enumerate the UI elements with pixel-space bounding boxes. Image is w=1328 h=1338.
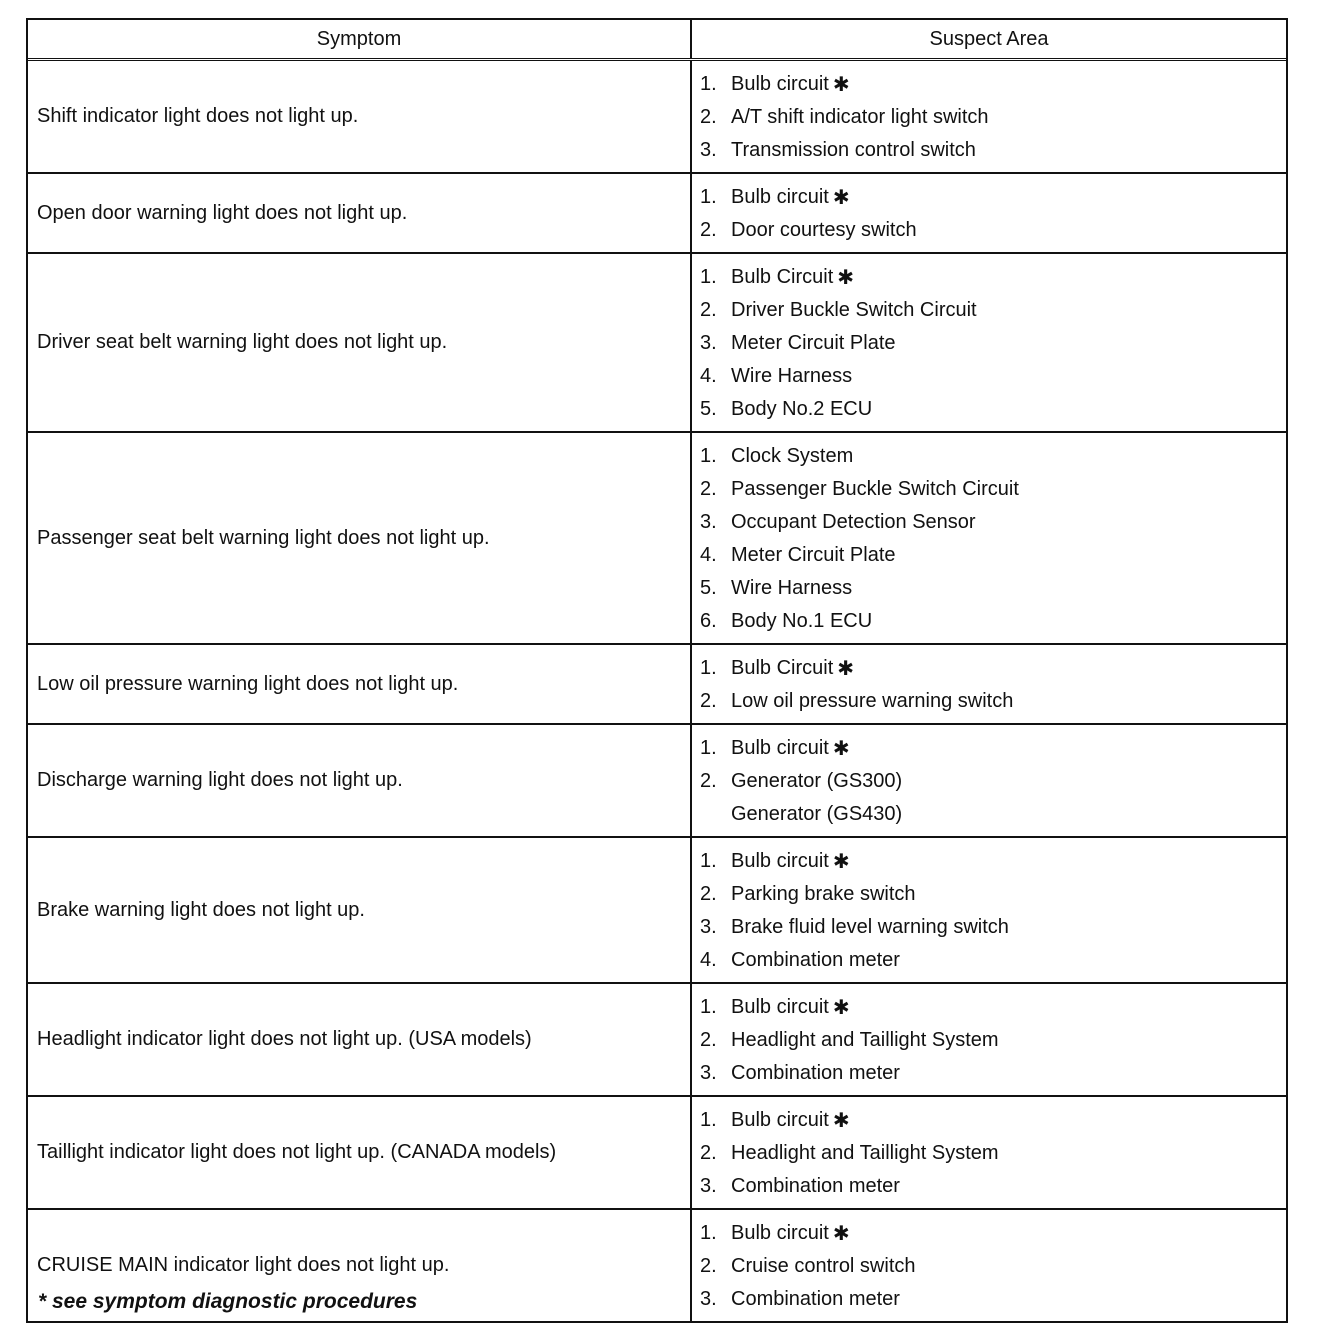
item-number: 2. bbox=[700, 299, 717, 321]
item-number: 4. bbox=[700, 949, 717, 971]
item-text: Bulb Circuit bbox=[731, 266, 834, 288]
item-number: 3. bbox=[700, 916, 717, 938]
item-number: 1. bbox=[700, 445, 717, 467]
asterisk-icon: ✱ bbox=[832, 1110, 850, 1132]
item-text: Combination meter bbox=[731, 1062, 900, 1084]
item-number: 2. bbox=[700, 106, 717, 128]
item-number: 3. bbox=[700, 1175, 717, 1197]
item-text: Occupant Detection Sensor bbox=[731, 511, 976, 533]
asterisk-icon: ✱ bbox=[837, 658, 855, 680]
item-text: Bulb circuit bbox=[731, 73, 829, 95]
item-text: Bulb Circuit bbox=[731, 657, 834, 679]
suspect-area-item bbox=[700, 765, 1286, 798]
suspect-area-item bbox=[700, 1170, 1286, 1203]
symptom-cell: CRUISE MAIN indicator light does not light up. bbox=[28, 1209, 691, 1321]
footnote: * see symptom diagnostic procedures bbox=[38, 1290, 418, 1313]
suspect-area-item bbox=[700, 1137, 1286, 1170]
suspect-area-item bbox=[700, 134, 1286, 167]
item-text: Door courtesy switch bbox=[731, 219, 917, 241]
suspect-area-cell bbox=[691, 253, 1286, 432]
table-row bbox=[28, 253, 1286, 432]
suspect-area-item bbox=[700, 845, 1286, 878]
item-text: Body No.1 ECU bbox=[731, 610, 873, 632]
table-row bbox=[28, 1096, 1286, 1209]
asterisk-icon: ✱ bbox=[832, 738, 850, 760]
item-text: Body No.2 ECU bbox=[731, 398, 873, 420]
symptom-table-frame bbox=[26, 18, 1288, 1323]
symptom-cell: Headlight indicator light does not light up. (USA models) bbox=[28, 983, 691, 1096]
suspect-area-item bbox=[700, 360, 1286, 393]
item-number: 5. bbox=[700, 398, 717, 420]
suspect-area-item bbox=[700, 1217, 1286, 1250]
item-number: 1. bbox=[700, 186, 717, 208]
item-text: A/T shift indicator light switch bbox=[731, 106, 989, 128]
suspect-area-cell bbox=[691, 983, 1286, 1096]
item-number: 2. bbox=[700, 883, 717, 905]
suspect-area-item bbox=[700, 732, 1286, 765]
item-number: 1. bbox=[700, 1109, 717, 1131]
item-text: Bulb circuit bbox=[731, 850, 829, 872]
item-text: Transmission control switch bbox=[731, 139, 976, 161]
symptom-cell: Shift indicator light does not light up. bbox=[28, 60, 691, 174]
item-text: Meter Circuit Plate bbox=[731, 332, 896, 354]
suspect-area-cell bbox=[691, 60, 1286, 174]
item-text: Generator (GS430) bbox=[731, 803, 903, 825]
suspect-area-item bbox=[700, 1283, 1286, 1316]
item-text: Parking brake switch bbox=[731, 883, 916, 905]
item-text: Meter Circuit Plate bbox=[731, 544, 896, 566]
item-text: Clock System bbox=[731, 445, 854, 467]
item-number: 1. bbox=[700, 996, 717, 1018]
suspect-area-item bbox=[700, 101, 1286, 134]
item-number: 2. bbox=[700, 219, 717, 241]
suspect-area-item bbox=[700, 1057, 1286, 1090]
header-symptom: Symptom bbox=[28, 20, 691, 60]
suspect-area-item bbox=[700, 181, 1286, 214]
suspect-area-cell bbox=[691, 724, 1286, 837]
item-number: 2. bbox=[700, 690, 717, 712]
item-number: 2. bbox=[700, 1142, 717, 1164]
suspect-area-item bbox=[700, 473, 1286, 506]
suspect-area-item bbox=[700, 1250, 1286, 1283]
asterisk-icon: ✱ bbox=[832, 74, 850, 96]
suspect-area-item bbox=[700, 440, 1286, 473]
item-number: 3. bbox=[700, 1288, 717, 1310]
suspect-area-item bbox=[700, 214, 1286, 247]
item-number: 3. bbox=[700, 332, 717, 354]
table-row bbox=[28, 983, 1286, 1096]
suspect-area-item bbox=[700, 991, 1286, 1024]
asterisk-icon: ✱ bbox=[832, 1223, 850, 1245]
item-text: Combination meter bbox=[731, 1288, 900, 1310]
item-text: Wire Harness bbox=[731, 577, 853, 599]
suspect-area-item bbox=[700, 652, 1286, 685]
item-number: 1. bbox=[700, 850, 717, 872]
item-text: Brake fluid level warning switch bbox=[731, 916, 1009, 938]
table-body bbox=[28, 60, 1286, 1322]
suspect-area-item bbox=[700, 685, 1286, 718]
table-row bbox=[28, 432, 1286, 644]
item-text: Headlight and Taillight System bbox=[731, 1029, 999, 1051]
suspect-area-item bbox=[700, 1104, 1286, 1137]
item-text: Cruise control switch bbox=[731, 1255, 916, 1277]
item-text: Low oil pressure warning switch bbox=[731, 690, 1014, 712]
item-number: 2. bbox=[700, 1029, 717, 1051]
item-text: Combination meter bbox=[731, 1175, 900, 1197]
item-number: 3. bbox=[700, 511, 717, 533]
symptom-cell: Passenger seat belt warning light does not light up. bbox=[28, 432, 691, 644]
item-number: 2. bbox=[700, 1255, 717, 1277]
item-text: Headlight and Taillight System bbox=[731, 1142, 999, 1164]
item-number: 6. bbox=[700, 610, 717, 632]
suspect-area-cell bbox=[691, 432, 1286, 644]
item-text: Wire Harness bbox=[731, 365, 853, 387]
item-number: 5. bbox=[700, 577, 717, 599]
table-row bbox=[28, 837, 1286, 983]
table-row bbox=[28, 173, 1286, 253]
suspect-area-item bbox=[700, 261, 1286, 294]
item-number: 1. bbox=[700, 657, 717, 679]
item-number: 1. bbox=[700, 73, 717, 95]
symptom-cell: Taillight indicator light does not light up. (CANADA models) bbox=[28, 1096, 691, 1209]
item-text: Bulb circuit bbox=[731, 186, 829, 208]
suspect-area-cell bbox=[691, 1209, 1286, 1321]
table-row bbox=[28, 724, 1286, 837]
item-text: Generator (GS300) bbox=[731, 770, 903, 792]
suspect-area-item bbox=[700, 1024, 1286, 1057]
asterisk-icon: ✱ bbox=[832, 997, 850, 1019]
table-row bbox=[28, 644, 1286, 724]
item-number: 4. bbox=[700, 544, 717, 566]
suspect-area-item bbox=[700, 327, 1286, 360]
suspect-area-cell bbox=[691, 644, 1286, 724]
item-number: 3. bbox=[700, 1062, 717, 1084]
item-text: Bulb circuit bbox=[731, 1109, 829, 1131]
item-text: Passenger Buckle Switch Circuit bbox=[731, 478, 1019, 500]
suspect-area-cell bbox=[691, 173, 1286, 253]
suspect-area-item bbox=[700, 294, 1286, 327]
asterisk-icon: ✱ bbox=[837, 267, 855, 289]
symptom-cell: Brake warning light does not light up. bbox=[28, 837, 691, 983]
suspect-area-item bbox=[700, 68, 1286, 101]
suspect-area-item bbox=[700, 878, 1286, 911]
symptom-cell: Open door warning light does not light up. bbox=[28, 173, 691, 253]
symptom-cell: Discharge warning light does not light up. bbox=[28, 724, 691, 837]
item-text: Bulb circuit bbox=[731, 737, 829, 759]
suspect-area-cell bbox=[691, 1096, 1286, 1209]
item-number: 1. bbox=[700, 1222, 717, 1244]
symptom-table bbox=[28, 20, 1286, 1321]
asterisk-icon: ✱ bbox=[832, 187, 850, 209]
item-number: 3. bbox=[700, 139, 717, 161]
item-number: 1. bbox=[700, 737, 717, 759]
asterisk-icon: ✱ bbox=[832, 851, 850, 873]
suspect-area-item bbox=[700, 506, 1286, 539]
symptom-cell: Driver seat belt warning light does not light up. bbox=[28, 253, 691, 432]
suspect-area-cell bbox=[691, 837, 1286, 983]
item-text: Driver Buckle Switch Circuit bbox=[731, 299, 977, 321]
suspect-area-item bbox=[700, 393, 1286, 426]
suspect-area-item bbox=[700, 944, 1286, 977]
suspect-area-item bbox=[700, 605, 1286, 638]
suspect-area-item bbox=[700, 572, 1286, 605]
item-number: 4. bbox=[700, 365, 717, 387]
item-text: Bulb circuit bbox=[731, 1222, 829, 1244]
symptom-cell: Low oil pressure warning light does not light up. bbox=[28, 644, 691, 724]
suspect-area-item bbox=[700, 911, 1286, 944]
suspect-area-item bbox=[700, 539, 1286, 572]
suspect-area-item bbox=[700, 798, 1286, 831]
item-number: 1. bbox=[700, 266, 717, 288]
item-text: Combination meter bbox=[731, 949, 900, 971]
item-number: 2. bbox=[700, 770, 717, 792]
table-row bbox=[28, 60, 1286, 174]
item-text: Bulb circuit bbox=[731, 996, 829, 1018]
table-header-row bbox=[28, 20, 1286, 60]
header-suspect-area: Suspect Area bbox=[691, 20, 1286, 60]
item-number: 2. bbox=[700, 478, 717, 500]
